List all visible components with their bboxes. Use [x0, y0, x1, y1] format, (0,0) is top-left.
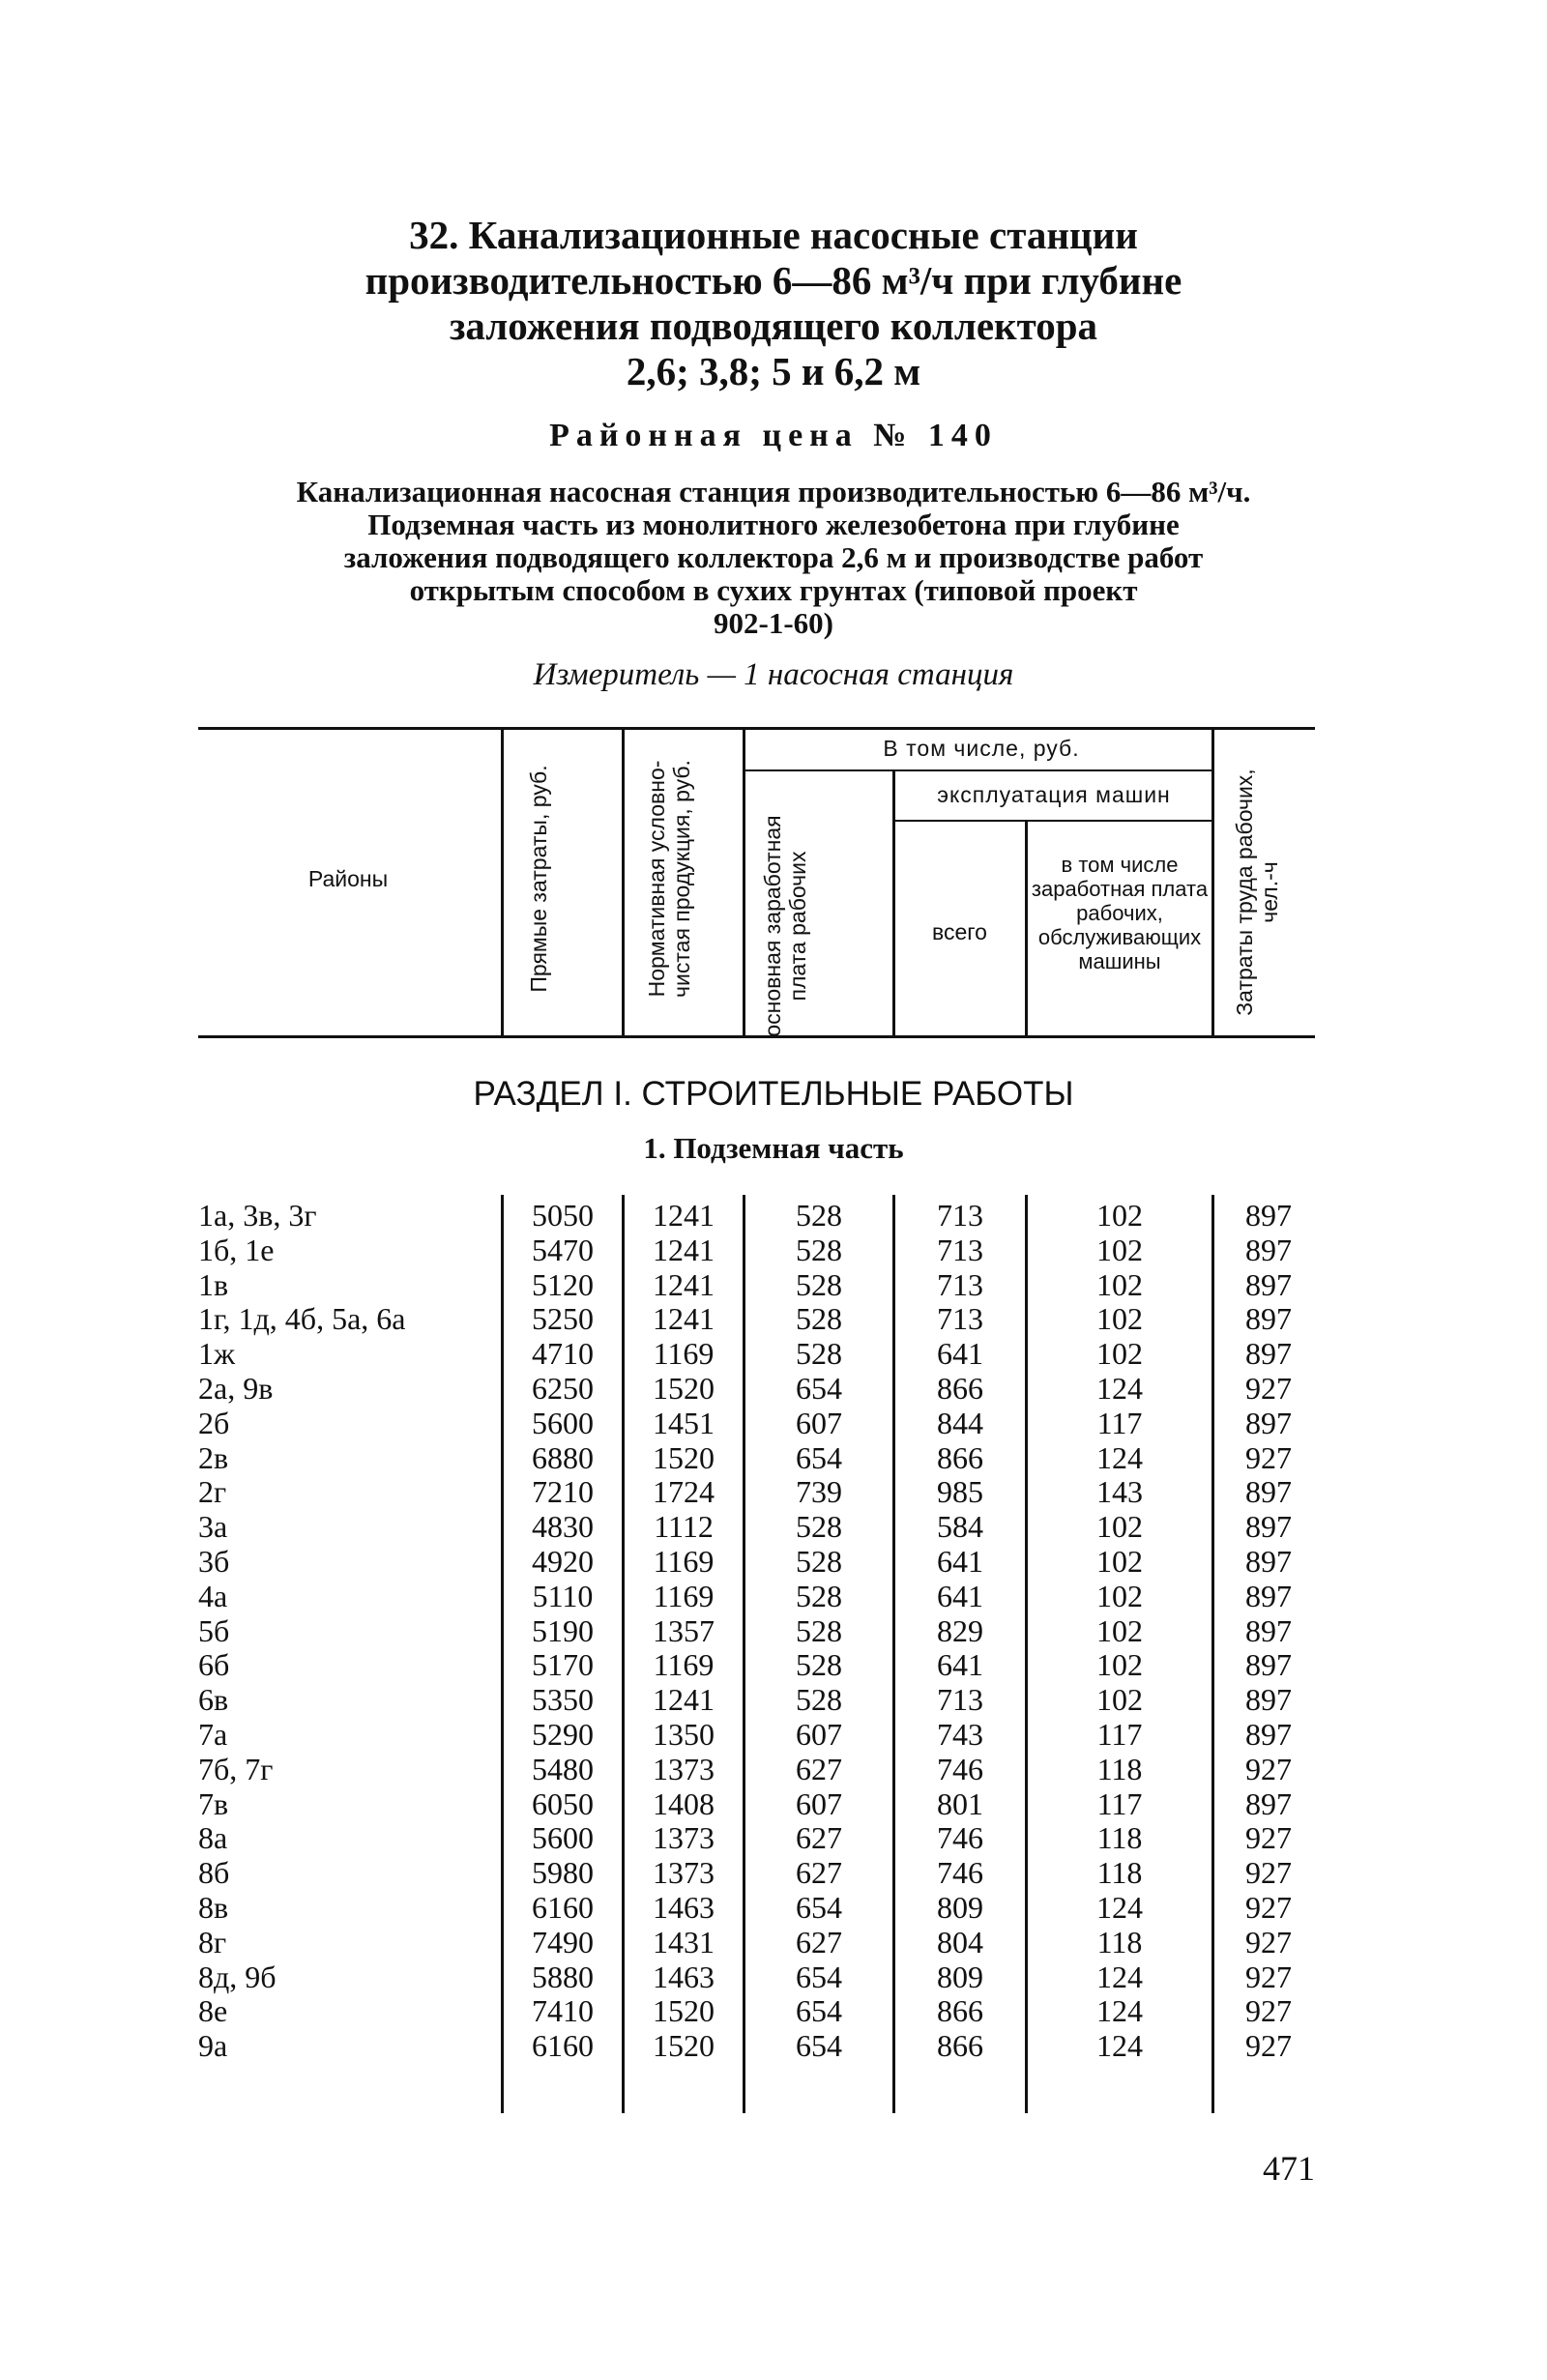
cell-wage: 627 [796, 1820, 842, 1856]
cell-labor: 897 [1245, 1266, 1292, 1302]
cell-labor: 927 [1245, 1751, 1292, 1786]
description-line-1: Канализационная насосная станция производительностью 6—86 м³/ч. [296, 475, 1251, 508]
cell-labor: 897 [1245, 1716, 1292, 1752]
cell-wage: 528 [796, 1682, 842, 1718]
price-number: Районная цена № 140 [549, 418, 998, 453]
cell-total: 844 [937, 1405, 983, 1440]
header-divider-5 [1025, 822, 1028, 1035]
cell-operator-wage: 124 [1096, 1889, 1143, 1925]
table-row [0, 1199, 1547, 1234]
cell-total: 866 [937, 1370, 983, 1406]
cell-normative: 1112 [654, 1509, 714, 1545]
cell-wage: 607 [796, 1405, 842, 1440]
cell-direct: 6050 [532, 1785, 594, 1821]
cell-direct: 5350 [532, 1682, 594, 1718]
title-line-2: производительностью 6—86 м³/ч при глубине [365, 258, 1182, 303]
cell-operator-wage: 102 [1096, 1509, 1143, 1545]
cell-operator-wage: 118 [1096, 1924, 1143, 1959]
cell-normative: 1373 [653, 1855, 715, 1891]
cell-total: 801 [937, 1785, 983, 1821]
cell-direct: 7490 [532, 1924, 594, 1959]
cell-wage: 654 [796, 2028, 842, 2064]
cell-operator-wage: 102 [1096, 1232, 1143, 1267]
cell-normative: 1241 [653, 1266, 715, 1302]
cell-direct: 5600 [532, 1405, 594, 1440]
cell-labor: 927 [1245, 1439, 1292, 1475]
cell-region: 2б [198, 1405, 230, 1440]
cell-operator-wage: 102 [1096, 1543, 1143, 1579]
cell-total: 809 [937, 1959, 983, 1994]
cell-wage: 528 [796, 1232, 842, 1267]
table-row [0, 1718, 1547, 1753]
cell-labor: 897 [1245, 1785, 1292, 1821]
cell-operator-wage: 102 [1096, 1198, 1143, 1233]
cell-normative: 1724 [653, 1474, 715, 1510]
cell-wage: 607 [796, 1785, 842, 1821]
table-row [0, 1821, 1547, 1856]
cell-labor: 897 [1245, 1647, 1292, 1683]
cell-direct: 6880 [532, 1439, 594, 1475]
cell-region: 3б [198, 1543, 230, 1579]
cell-region: 1а, 3в, 3г [198, 1198, 317, 1233]
cell-operator-wage: 143 [1096, 1474, 1143, 1510]
cell-direct: 5170 [532, 1647, 594, 1683]
header-divider-6 [1211, 727, 1214, 1035]
cell-normative: 1169 [653, 1336, 715, 1372]
cell-operator-wage: 124 [1096, 1370, 1143, 1406]
cell-region: 1в [198, 1266, 229, 1302]
cell-operator-wage: 118 [1096, 1855, 1143, 1891]
table-row [0, 1683, 1547, 1718]
cell-labor: 897 [1245, 1509, 1292, 1545]
cell-operator-wage: 124 [1096, 1959, 1143, 1994]
table-row [0, 1926, 1547, 1960]
header-divider-1 [501, 727, 504, 1035]
cell-region: 8а [198, 1820, 228, 1856]
description-line-4: открытым способом в сухих грунтах (типовой проект [409, 573, 1138, 607]
table-row [0, 1407, 1547, 1441]
cell-normative: 1169 [653, 1578, 715, 1613]
cell-region: 3а [198, 1509, 228, 1545]
cell-wage: 528 [796, 1509, 842, 1545]
cell-wage: 654 [796, 1889, 842, 1925]
cell-direct: 5110 [532, 1578, 594, 1613]
cell-total: 641 [937, 1578, 983, 1613]
cell-normative: 1241 [653, 1198, 715, 1233]
table-row [0, 1302, 1547, 1337]
table-body [0, 1199, 1547, 2064]
cell-direct: 5050 [532, 1198, 594, 1233]
cell-region: 1г, 1д, 4б, 5а, 6а [198, 1301, 406, 1337]
cell-total: 829 [937, 1612, 983, 1648]
table-row [0, 1580, 1547, 1614]
cell-labor: 897 [1245, 1578, 1292, 1613]
cell-labor: 897 [1245, 1405, 1292, 1440]
cell-operator-wage: 102 [1096, 1647, 1143, 1683]
cell-normative: 1241 [653, 1301, 715, 1337]
table-row [0, 2029, 1547, 2064]
cell-direct: 5190 [532, 1612, 594, 1648]
cell-wage: 607 [796, 1716, 842, 1752]
cell-region: 2в [198, 1439, 229, 1475]
cell-total: 584 [937, 1509, 983, 1545]
cell-region: 7б, 7г [198, 1751, 274, 1786]
cell-labor: 897 [1245, 1336, 1292, 1372]
header-labor-costs: Затраты труда рабочих, чел.-ч [1232, 769, 1282, 1016]
header-total: всего [932, 919, 987, 944]
cell-region: 7а [198, 1716, 228, 1752]
title-line-4: 2,6; 3,8; 5 и 6,2 м [626, 349, 921, 393]
cell-total: 713 [937, 1198, 983, 1233]
cell-total: 713 [937, 1266, 983, 1302]
cell-total: 743 [937, 1716, 983, 1752]
cell-normative: 1520 [653, 2028, 715, 2064]
cell-operator-wage: 118 [1096, 1820, 1143, 1856]
cell-normative: 1520 [653, 1370, 715, 1406]
cell-direct: 6160 [532, 1889, 594, 1925]
cell-operator-wage: 102 [1096, 1266, 1143, 1302]
cell-normative: 1463 [653, 1959, 715, 1994]
cell-direct: 7210 [532, 1474, 594, 1510]
cell-total: 804 [937, 1924, 983, 1959]
cell-operator-wage: 117 [1096, 1716, 1143, 1752]
cell-direct: 5600 [532, 1820, 594, 1856]
cell-wage: 739 [796, 1474, 842, 1510]
table-row [0, 1960, 1547, 1995]
cell-region: 6б [198, 1647, 230, 1683]
cell-normative: 1373 [653, 1820, 715, 1856]
cell-direct: 5980 [532, 1855, 594, 1891]
machines-underline [894, 820, 1213, 822]
description-line-3: заложения подводящего коллектора 2,6 м и производстве работ [343, 540, 1204, 574]
table-row [0, 1787, 1547, 1822]
cell-labor: 927 [1245, 1370, 1292, 1406]
header-base-wage: основная заработная плата рабочих [760, 815, 810, 1037]
subsection-heading: 1. Подземная часть [643, 1131, 904, 1165]
cell-total: 866 [937, 2028, 983, 2064]
cell-operator-wage: 117 [1096, 1405, 1143, 1440]
cell-region: 8в [198, 1889, 229, 1925]
header-operator-wage: в том числе заработная плата рабочих, обслуживающих машины [1031, 853, 1209, 973]
cell-operator-wage: 124 [1096, 1993, 1143, 2029]
page-title [290, 213, 1257, 394]
cell-region: 1ж [198, 1336, 236, 1372]
cell-operator-wage: 102 [1096, 1682, 1143, 1718]
cell-direct: 4920 [532, 1543, 594, 1579]
cell-total: 746 [937, 1751, 983, 1786]
table-header-bottom-rule [198, 1035, 1315, 1038]
cell-region: 8д, 9б [198, 1959, 277, 1994]
cell-normative: 1373 [653, 1751, 715, 1786]
table-row [0, 1856, 1547, 1891]
cell-wage: 528 [796, 1301, 842, 1337]
cell-normative: 1431 [653, 1924, 715, 1959]
cell-total: 866 [937, 1993, 983, 2029]
cell-wage: 528 [796, 1198, 842, 1233]
header-divider-4 [892, 771, 895, 1035]
table-row [0, 1614, 1547, 1649]
cell-normative: 1350 [653, 1716, 715, 1752]
cell-total: 713 [937, 1682, 983, 1718]
cell-wage: 528 [796, 1612, 842, 1648]
cell-region: 4а [198, 1578, 228, 1613]
cell-wage: 528 [796, 1336, 842, 1372]
cell-normative: 1451 [653, 1405, 715, 1440]
cell-wage: 627 [796, 1855, 842, 1891]
cell-normative: 1169 [653, 1647, 715, 1683]
table-row [0, 1994, 1547, 2029]
cell-labor: 897 [1245, 1232, 1292, 1267]
cell-total: 746 [937, 1820, 983, 1856]
cell-direct: 5470 [532, 1232, 594, 1267]
cell-region: 8г [198, 1924, 227, 1959]
cell-total: 641 [937, 1543, 983, 1579]
cell-normative: 1241 [653, 1232, 715, 1267]
cell-labor: 927 [1245, 1855, 1292, 1891]
header-including: В том числе, руб. [883, 736, 1080, 761]
cell-direct: 6250 [532, 1370, 594, 1406]
cell-wage: 654 [796, 1370, 842, 1406]
cell-labor: 897 [1245, 1301, 1292, 1337]
cell-total: 866 [937, 1439, 983, 1475]
cell-direct: 5290 [532, 1716, 594, 1752]
cell-direct: 6160 [532, 2028, 594, 2064]
cell-wage: 654 [796, 1959, 842, 1994]
cell-region: 8б [198, 1855, 230, 1891]
cell-wage: 528 [796, 1647, 842, 1683]
measure-unit: Измеритель — 1 насосная станция [533, 657, 1014, 692]
cell-region: 9а [198, 2028, 228, 2064]
cell-normative: 1169 [653, 1543, 715, 1579]
title-line-3: заложения подводящего коллектора [449, 304, 1098, 348]
cell-labor: 897 [1245, 1543, 1292, 1579]
cell-region: 2г [198, 1474, 227, 1510]
cell-wage: 528 [796, 1578, 842, 1613]
cell-labor: 927 [1245, 1820, 1292, 1856]
cell-region: 2а, 9в [198, 1370, 274, 1406]
table-row [0, 1268, 1547, 1303]
cell-labor: 927 [1245, 1924, 1292, 1959]
cell-normative: 1520 [653, 1439, 715, 1475]
cell-labor: 897 [1245, 1198, 1292, 1233]
cell-operator-wage: 102 [1096, 1301, 1143, 1337]
including-underline [744, 769, 1213, 771]
cell-operator-wage: 118 [1096, 1751, 1143, 1786]
cell-normative: 1241 [653, 1682, 715, 1718]
cell-total: 641 [937, 1647, 983, 1683]
header-divider-3 [743, 727, 745, 1035]
cell-operator-wage: 124 [1096, 1439, 1143, 1475]
cell-operator-wage: 124 [1096, 2028, 1143, 2064]
description [193, 476, 1354, 640]
cell-total: 713 [937, 1301, 983, 1337]
cell-labor: 927 [1245, 2028, 1292, 2064]
cell-wage: 528 [796, 1543, 842, 1579]
cell-normative: 1463 [653, 1889, 715, 1925]
cell-region: 6в [198, 1682, 229, 1718]
table-row [0, 1891, 1547, 1926]
table-row [0, 1337, 1547, 1372]
cell-labor: 897 [1245, 1682, 1292, 1718]
cell-total: 641 [937, 1336, 983, 1372]
cell-region: 8е [198, 1993, 228, 2029]
section-heading: РАЗДЕЛ I. СТРОИТЕЛЬНЫЕ РАБОТЫ [473, 1075, 1074, 1113]
cell-direct: 5880 [532, 1959, 594, 1994]
table-row [0, 1441, 1547, 1476]
cell-region: 1б, 1е [198, 1232, 275, 1267]
cell-labor: 897 [1245, 1474, 1292, 1510]
cell-total: 746 [937, 1855, 983, 1891]
cell-direct: 4830 [532, 1509, 594, 1545]
cell-wage: 654 [796, 1439, 842, 1475]
table-row [0, 1753, 1547, 1787]
cell-wage: 627 [796, 1924, 842, 1959]
cell-operator-wage: 117 [1096, 1785, 1143, 1821]
cell-labor: 927 [1245, 1993, 1292, 2029]
cell-direct: 4710 [532, 1336, 594, 1372]
table-row [0, 1475, 1547, 1510]
table-row [0, 1545, 1547, 1580]
header-machine-operation: эксплуатация машин [937, 782, 1171, 807]
cell-total: 713 [937, 1232, 983, 1267]
description-line-2: Подземная часть из монолитного железобетона при глубине [367, 508, 1180, 541]
table-top-rule [198, 727, 1315, 730]
cell-wage: 528 [796, 1266, 842, 1302]
table-row [0, 1510, 1547, 1545]
title-line-1: 32. Канализационные насосные станции [409, 213, 1138, 257]
page-number: 471 [1263, 2149, 1315, 2188]
table-row [0, 1234, 1547, 1268]
header-direct-costs: Прямые затраты, руб. [526, 765, 551, 993]
table-row [0, 1372, 1547, 1407]
table-row [0, 1648, 1547, 1683]
cell-normative: 1520 [653, 1993, 715, 2029]
cell-wage: 627 [796, 1751, 842, 1786]
cell-direct: 5250 [532, 1301, 594, 1337]
cell-normative: 1408 [653, 1785, 715, 1821]
header-divider-2 [622, 727, 625, 1035]
cell-operator-wage: 102 [1096, 1612, 1143, 1648]
cell-operator-wage: 102 [1096, 1578, 1143, 1613]
cell-operator-wage: 102 [1096, 1336, 1143, 1372]
cell-direct: 5120 [532, 1266, 594, 1302]
cell-labor: 927 [1245, 1959, 1292, 1994]
header-regions: Районы [307, 866, 389, 891]
cell-labor: 897 [1245, 1612, 1292, 1648]
cell-total: 985 [937, 1474, 983, 1510]
cell-wage: 654 [796, 1993, 842, 2029]
header-normative-production: Нормативная условно-чистая продукция, руб. [644, 760, 694, 998]
cell-direct: 5480 [532, 1751, 594, 1786]
cell-labor: 927 [1245, 1889, 1292, 1925]
cell-region: 5б [198, 1612, 230, 1648]
cell-normative: 1357 [653, 1612, 715, 1648]
cell-region: 7в [198, 1785, 229, 1821]
cell-direct: 7410 [532, 1993, 594, 2029]
description-line-5: 902-1-60) [714, 606, 833, 640]
cell-total: 809 [937, 1889, 983, 1925]
